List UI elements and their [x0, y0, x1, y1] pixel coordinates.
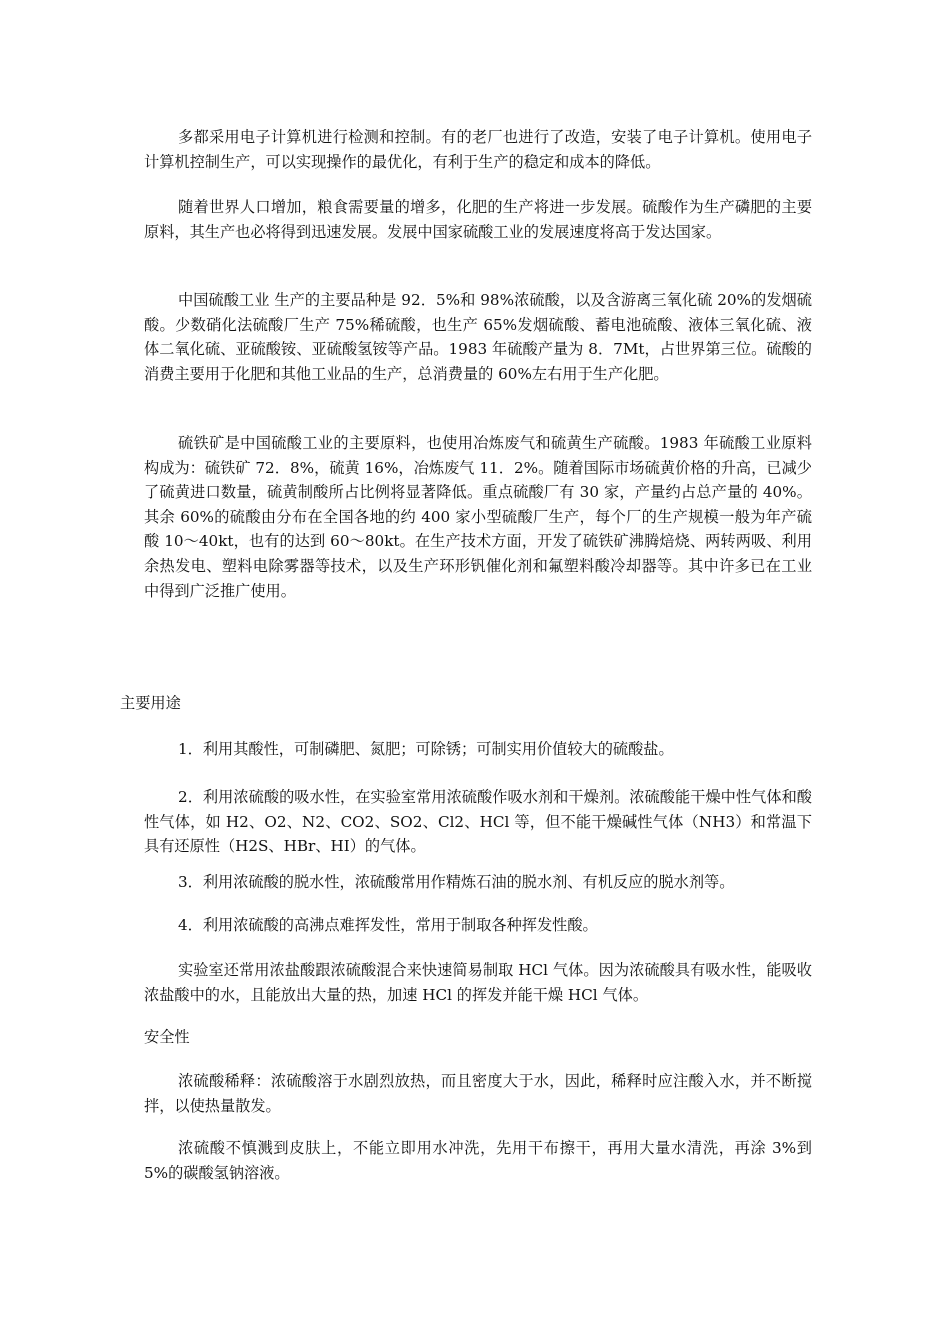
intro-paragraph-computer-control: 多都采用电子计算机进行检测和控制。有的老厂也进行了改造，安装了电子计算机。使用电子计算机控制生产，可以实现操作的最优化，有利于生产的稳定和成本的降低。: [144, 128, 812, 171]
safety-paragraph-dilution: 浓硫酸稀释：浓硫酸溶于水剧烈放热，而且密度大于水，因此，稀释时应注酸入水，并不断搅拌，以使热量散发。: [144, 1072, 812, 1115]
safety-paragraph-skin-contact: 浓硫酸不慎溅到皮肤上，不能立即用水冲洗，先用干布擦干，再用大量水清洗，再涂 3%到 5%的碳酸氢钠溶液。: [144, 1139, 812, 1182]
use-item-dehydration: 3．利用浓硫酸的脱水性，浓硫酸常用作精炼石油的脱水剂、有机反应的脱水剂等。: [178, 873, 735, 891]
use-item-acidity: 1．利用其酸性，可制磷肥、氮肥；可除锈；可制实用价值较大的硫酸盐。: [178, 740, 674, 758]
lab-hcl-paragraph: 实验室还常用浓盐酸跟浓硫酸混合来快速简易制取 HCl 气体。因为浓硫酸具有吸水性，能吸收浓盐酸中的水，且能放出大量的热，加速 HCl 的挥发并能干燥 HCl 气体。: [144, 961, 812, 1004]
intro-paragraph-population-growth: 随着世界人口增加，粮食需要量的增多，化肥的生产将进一步发展。硫酸作为生产磷肥的主要原料，其生产也必将得到迅速发展。发展中国家硫酸工业的发展速度将高于发达国家。: [144, 198, 812, 241]
section-heading-safety: 安全性: [144, 1028, 190, 1046]
use-item-high-boiling-point: 4．利用浓硫酸的高沸点难挥发性，常用于制取各种挥发性酸。: [178, 916, 598, 934]
intro-paragraph-raw-materials: 硫铁矿是中国硫酸工业的主要原料，也使用冶炼废气和硫黄生产硫酸。1983 年硫酸工业原料构成为：硫铁矿 72．8%，硫黄 16%，冶炼废气 11．2%。随着国际市场硫黄价格的升高，已减少了硫黄进口数量，硫黄制酸所占比例将显著降低。重点硫酸厂有 30 家，产量约占总产量的 40%。其余 60%的硫酸由分布在全国各地的约 400 家小型硫酸厂生产，每个厂的生产规模一般为年产硫酸 10～40kt，也有的达到 60～80kt。在生产技术方面，开发了硫铁矿沸腾焙烧、两转两吸、利用余热发电、塑料电除雾器等技术，以及生产环形钒催化剂和氟塑料酸冷却器等。其中许多已在工业中得到广泛推广使用。: [144, 434, 812, 600]
section-heading-main-uses: 主要用途: [120, 694, 181, 712]
use-item-water-absorption: 2．利用浓硫酸的吸水性，在实验室常用浓硫酸作吸水剂和干燥剂。浓硫酸能干燥中性气体和酸性气体，如 H2、O2、N2、CO2、SO2、Cl2、HCl 等，但不能干燥碱性气体（NH3）和常温下具有还原性（H2S、HBr、HI）的气体。: [144, 788, 812, 856]
intro-paragraph-main-products: 中国硫酸工业 生产的主要品种是 92．5%和 98%浓硫酸，以及含游离三氧化硫 20%的发烟硫酸。少数硝化法硫酸厂生产 75%稀硫酸，也生产 65%发烟硫酸、蓄电池硫酸、液体三氧化硫、液体二氧化硫、亚硫酸铵、亚硫酸氢铵等产品。1983 年硫酸产量为 8．7Mt，占世界第三位。硫酸的消费主要用于化肥和其他工业品的生产，总消费量的 60%左右用于生产化肥。: [144, 291, 812, 383]
